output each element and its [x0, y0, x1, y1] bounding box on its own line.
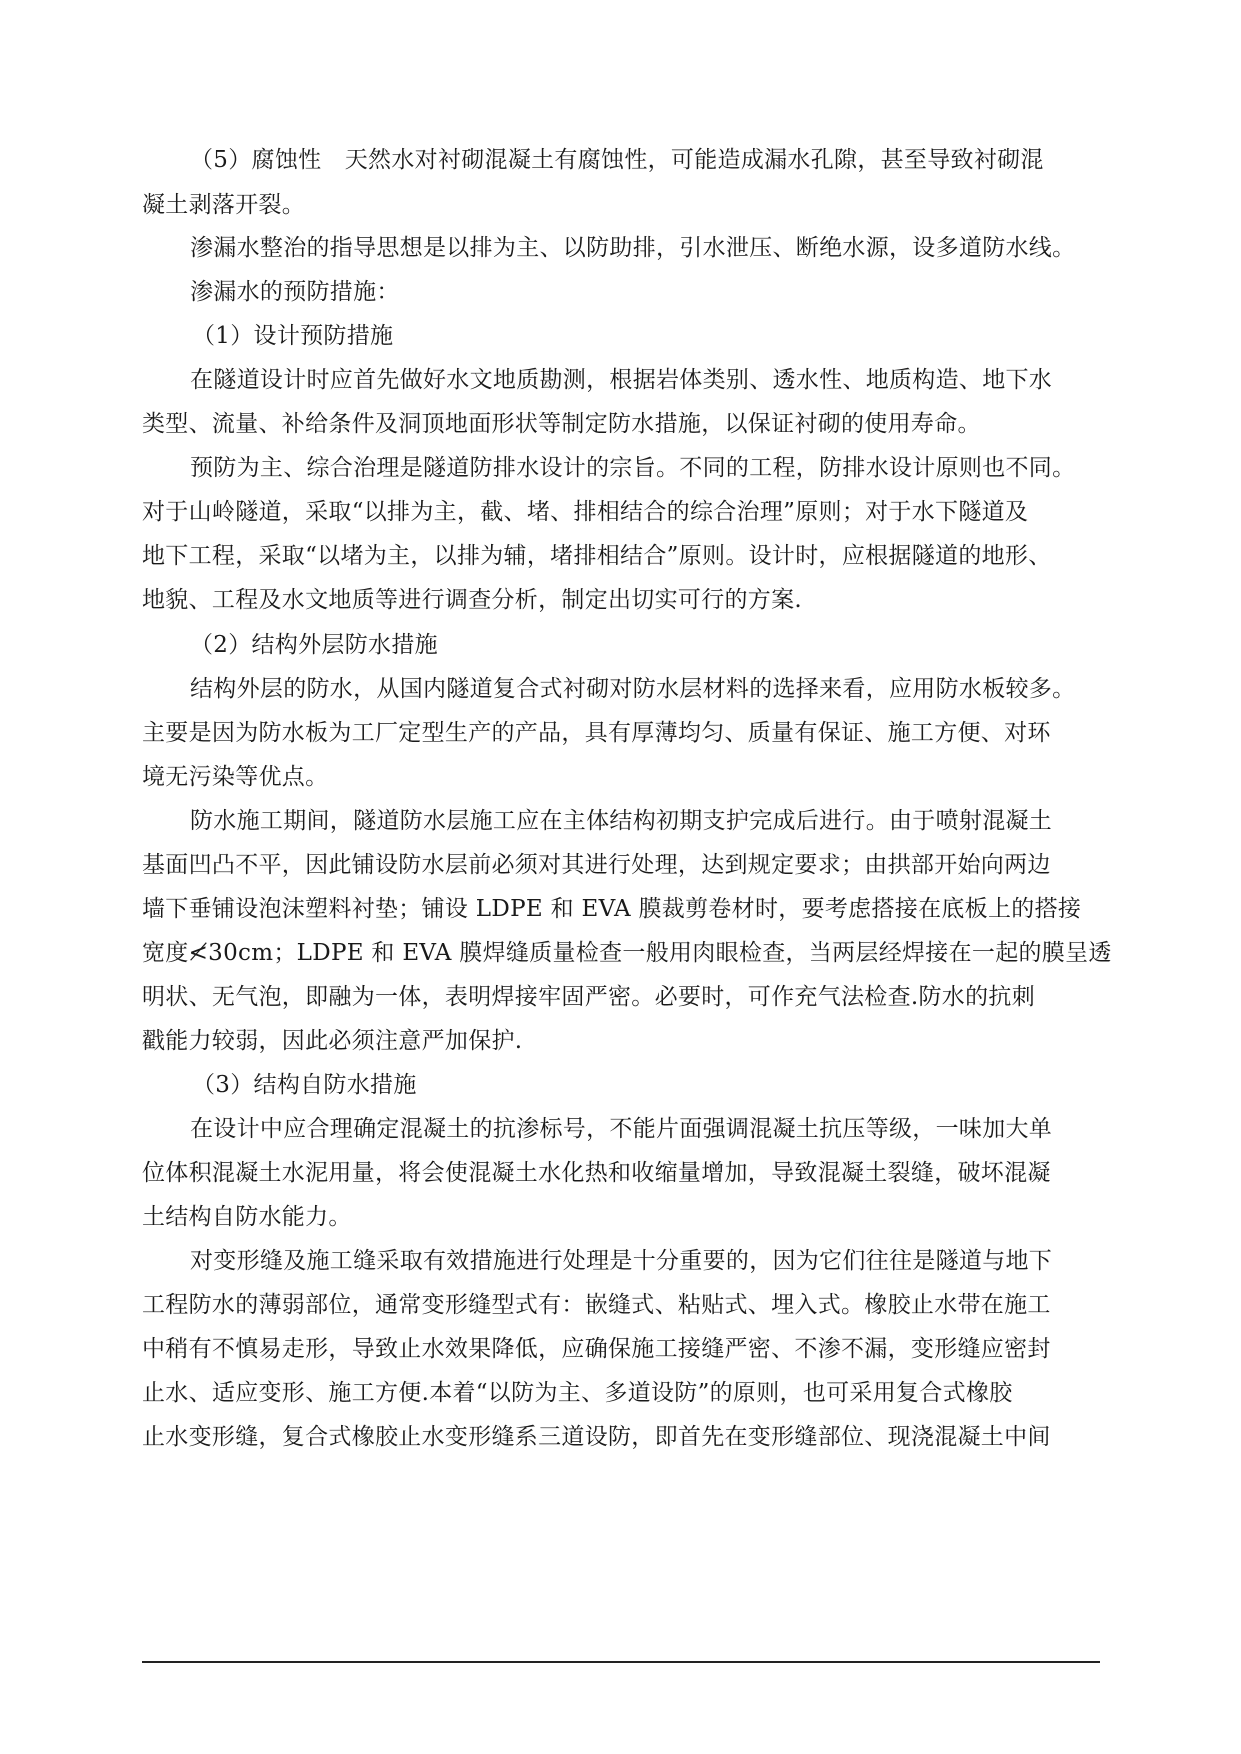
- paragraph-line: 宽度≮30cm；LDPE 和 EVA 膜焊缝质量检查一般用肉眼检查，当两层经焊接在一起的膜呈透: [142, 940, 1112, 966]
- paragraph-line: 类型、流量、补给条件及洞顶地面形状等制定防水措施，以保证衬砌的使用寿命。: [142, 411, 981, 437]
- paragraph-line: 墙下垂铺设泡沫塑料衬垫；铺设 LDPE 和 EVA 膜裁剪卷材时，要考虑搭接在底板上的搭接: [142, 896, 1082, 922]
- paragraph-line: 基面凹凸不平，因此铺设防水层前必须对其进行处理，达到规定要求；由拱部开始向两边: [142, 852, 1051, 878]
- paragraph-line: 土结构自防水能力。: [142, 1204, 352, 1230]
- paragraph-line: 凝土剥落开裂。: [142, 192, 306, 218]
- paragraph-line: 预防为主、综合治理是隧道防排水设计的宗旨。不同的工程，防排水设计原则也不同。: [190, 455, 1076, 481]
- paragraph-line: 在隧道设计时应首先做好水文地质勘测，根据岩体类别、透水性、地质构造、地下水: [190, 367, 1053, 393]
- paragraph-line: （5）腐蚀性 天然水对衬砌混凝土有腐蚀性，可能造成漏水孔隙，甚至导致衬砌混: [190, 147, 1044, 173]
- paragraph-line: 止水、适应变形、施工方便.本着“以防为主、多道设防”的原则，也可采用复合式橡胶: [142, 1380, 1013, 1406]
- paragraph-line: 地下工程，采取“以堵为主，以排为辅，堵排相结合”原则。设计时，应根据隧道的地形、: [142, 543, 1052, 569]
- paragraph-line: 对变形缝及施工缝采取有效措施进行处理是十分重要的，因为它们往往是隧道与地下: [190, 1248, 1053, 1274]
- paragraph-line: 明状、无气泡，即融为一体，表明焊接牢固严密。必要时，可作充气法检查.防水的抗刺: [142, 984, 1036, 1010]
- paragraph-line: 境无污染等优点。: [142, 764, 329, 790]
- footer-divider: [142, 1661, 1100, 1663]
- paragraph-line: 地貌、工程及水文地质等进行调查分析，制定出切实可行的方案.: [142, 587, 803, 613]
- paragraph-line: 对于山岭隧道，采取“以排为主，截、堵、排相结合的综合治理”原则；对于水下隧道及: [142, 499, 1029, 525]
- paragraph-line: 渗漏水的预防措施：: [190, 279, 400, 305]
- paragraph-line: 工程防水的薄弱部位，通常变形缝型式有：嵌缝式、粘贴式、埋入式。橡胶止水带在施工: [142, 1292, 1051, 1318]
- section-heading: （2）结构外层防水措施: [190, 632, 438, 658]
- paragraph-line: 中稍有不慎易走形，导致止水效果降低，应确保施工接缝严密、不渗不漏，变形缝应密封: [142, 1336, 1051, 1362]
- paragraph-line: 戳能力较弱，因此必须注意严加保护.: [142, 1028, 523, 1054]
- paragraph-line: 结构外层的防水，从国内隧道复合式衬砌对防水层材料的选择来看，应用防水板较多。: [190, 676, 1076, 702]
- paragraph-line: 渗漏水整治的指导思想是以排为主、以防助排，引水泄压、断绝水源，设多道防水线。: [190, 235, 1076, 261]
- paragraph-line: 防水施工期间，隧道防水层施工应在主体结构初期支护完成后进行。由于喷射混凝土: [190, 808, 1053, 834]
- paragraph-line: 位体积混凝土水泥用量，将会使混凝土水化热和收缩量增加，导致混凝土裂缝，破坏混凝: [142, 1160, 1051, 1186]
- paragraph-line: 在设计中应合理确定混凝土的抗渗标号，不能片面强调混凝土抗压等级，一味加大单: [190, 1116, 1053, 1142]
- section-heading: （1）设计预防措施: [192, 323, 394, 349]
- section-heading: （3）结构自防水措施: [192, 1072, 417, 1098]
- paragraph-line: 主要是因为防水板为工厂定型生产的产品，具有厚薄均匀、质量有保证、施工方便、对环: [142, 720, 1051, 746]
- paragraph-line: 止水变形缝，复合式橡胶止水变形缝系三道设防，即首先在变形缝部位、现浇混凝土中间: [142, 1424, 1051, 1450]
